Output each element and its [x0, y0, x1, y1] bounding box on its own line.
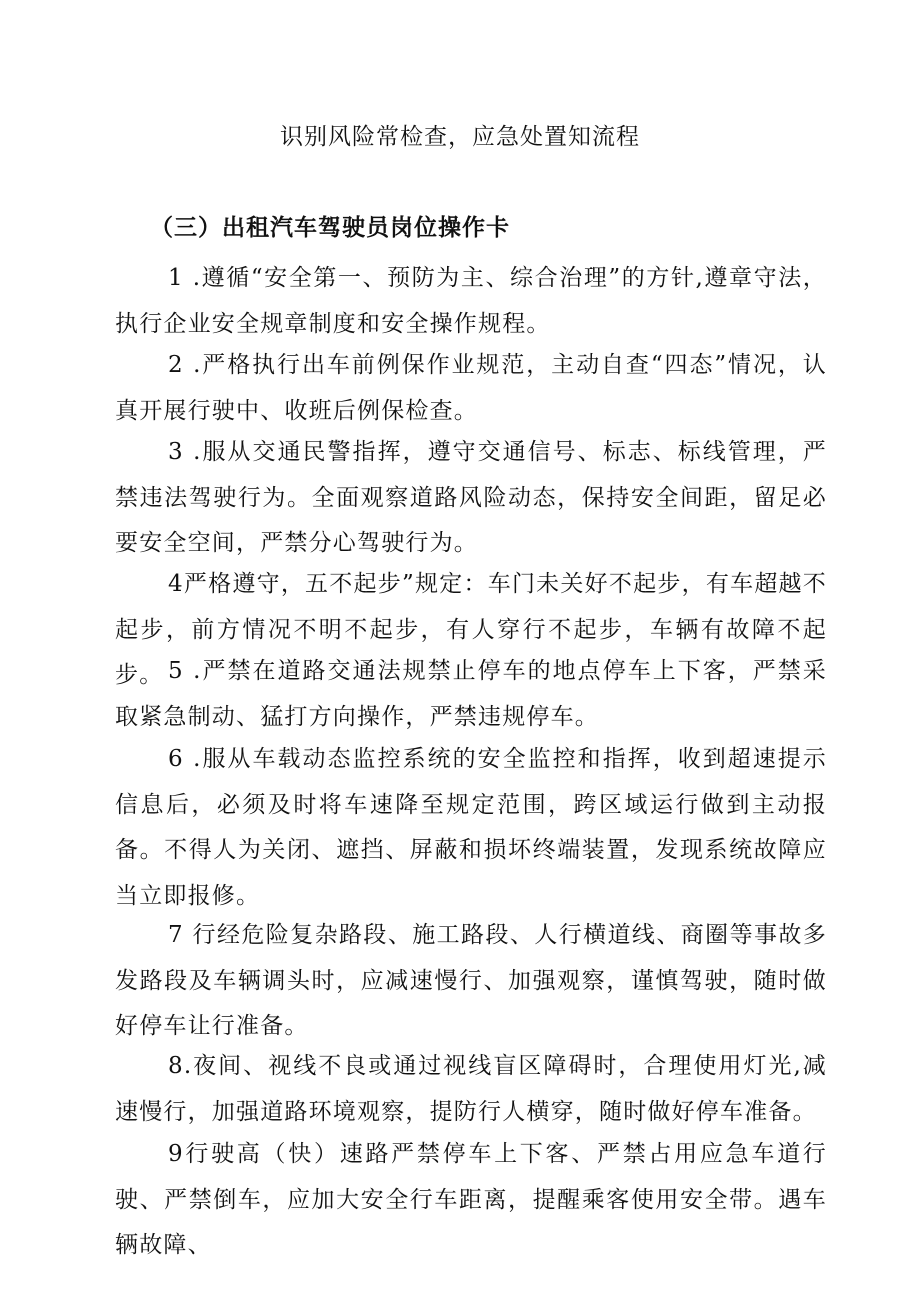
paragraph-4: 4严格遵守，五不起步”规定：车门未关好不起步，有车超越不起步，前方情况不明不起步，有人穿行不起步，车辆有故障不起步。	[115, 571, 827, 689]
header-line: 识别风险常检查，应急处置知流程	[280, 124, 640, 150]
paragraph-9: 9行驶高（快）速路严禁停车上下客、严禁占用应急车道行驶、严禁倒车，应加大安全行车距离，提醒乘客使用安全带。遇车辆故障、	[115, 1141, 827, 1259]
paragraph-2: 2 .严格执行出车前例保作业规范，主动自查“四态”情况，认真开展行驶中、收班后例保检查。	[115, 352, 827, 424]
paragraph-1: 1 .遵循“安全第一、预防为主、综合治理”的方针,遵章守法，执行企业安全规章制度和安全操作规程。	[115, 265, 827, 337]
paragraph-8: 8.夜间、视线不良或通过视线盲区障碍时，合理使用灯光,减速慢行，加强道路环境观察，提防行人横穿，随时做好停车准备。	[115, 1053, 827, 1125]
paragraph-6: 6 .服从车载动态监控系统的安全监控和指挥，收到超速提示信息后，必须及时将车速降至规定范围，跨区域运行做到主动报备。不得人为关闭、遮挡、屏蔽和损坏终端装置，发现系统故障应当立即报修。	[115, 746, 827, 909]
paragraph-5: 5 .严禁在道路交通法规禁止停车的地点停车上下客，严禁采取紧急制动、猛打方向操作，严禁违规停车。	[115, 658, 827, 730]
paragraph-3: 3 .服从交通民警指挥，遵守交通信号、标志、标线管理，严禁违法驾驶行为。全面观察道路风险动态，保持安全间距，留足必要安全空间，严禁分心驾驶行为。	[115, 439, 827, 557]
section-heading: （三）出租汽车驾驶员岗位操作卡	[150, 214, 510, 241]
paragraph-7: 7 行经危险复杂路段、施工路段、人行横道线、商圈等事故多发路段及车辆调头时，应减速慢行、加强观察，谨慎驾驶，随时做好停车让行准备。	[115, 922, 827, 1040]
